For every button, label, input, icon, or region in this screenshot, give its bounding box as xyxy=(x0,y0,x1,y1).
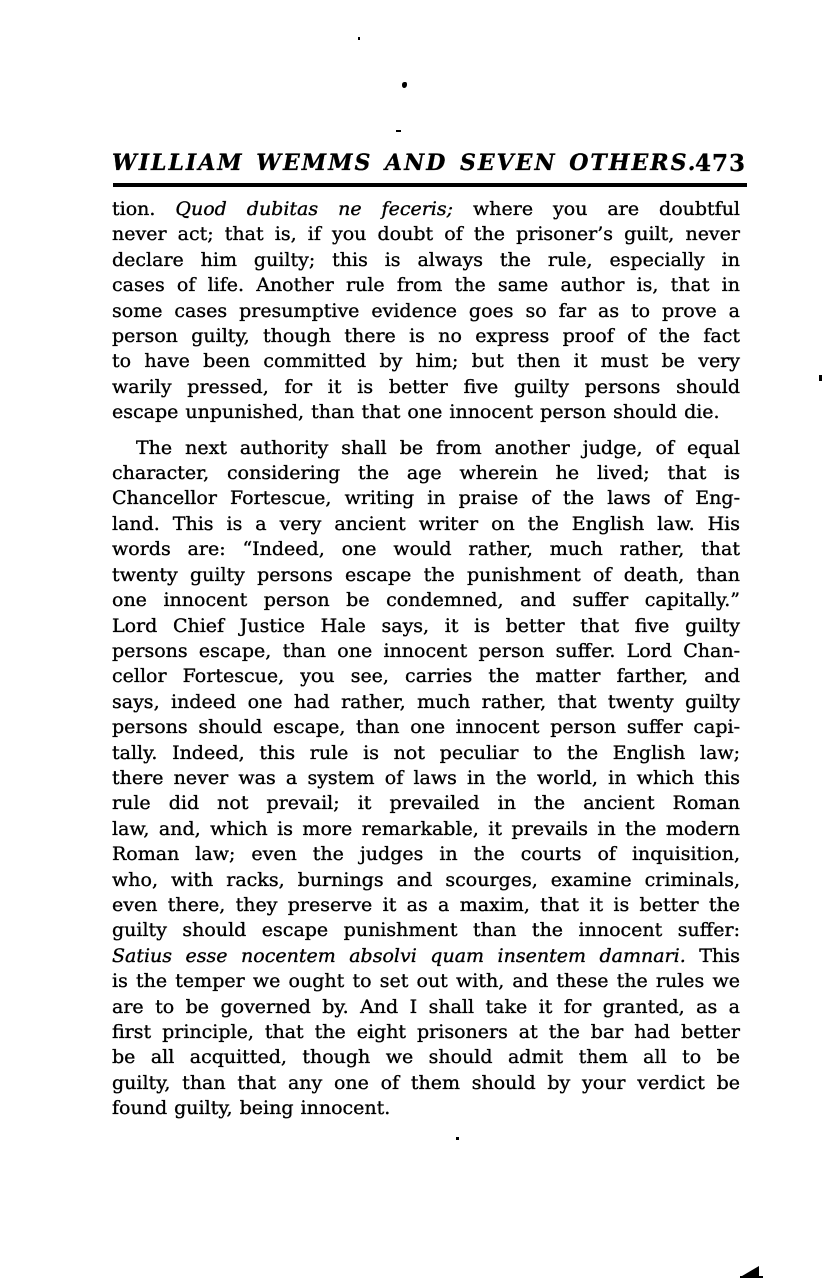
text-line: who, with racks, burnings and scourges, examine criminals, xyxy=(112,868,740,891)
paragraph xyxy=(112,197,740,426)
scan-speck xyxy=(456,1137,459,1140)
text-line: says, indeed one had rather, much rather, that twenty guilty xyxy=(112,690,740,713)
text-line: persons should escape, than one innocent person suffer capi- xyxy=(112,716,740,739)
text-line: is the temper we ought to set out with, and these the rules we xyxy=(112,970,740,993)
text-line: cases of life. Another rule from the same author is, that in xyxy=(112,274,740,297)
text-line: persons escape, than one innocent person suffer. Lord Chan- xyxy=(112,639,740,662)
text-line: guilty, than that any one of them should by your verdict be xyxy=(112,1071,740,1094)
text-line: one innocent person be condemned, and suffer capitally.” xyxy=(112,589,740,612)
text-line: tally. Indeed, this rule is not peculiar to the English law; xyxy=(112,741,740,764)
corner-mark xyxy=(742,1266,759,1276)
text-line: land. This is a very ancient writer on the English law. His xyxy=(112,512,740,535)
scan-speck xyxy=(396,130,401,132)
text-line: escape unpunished, than that one innocent person should die. xyxy=(112,401,720,424)
text-line: Satius esse nocentem absolvi quam insentem damnari. This xyxy=(112,944,740,967)
paragraph xyxy=(112,436,740,1122)
text-line: declare him guilty; this is always the rule, especially in xyxy=(112,248,740,271)
scan-speck xyxy=(819,375,822,381)
text-line: The next authority shall be from another judge, of equal xyxy=(136,436,740,459)
text-line: there never was a system of laws in the world, in which this xyxy=(112,766,740,789)
text-line: never act; that is, if you doubt of the prisoner’s guilt, never xyxy=(112,223,740,246)
corner-mark xyxy=(740,1276,763,1278)
page-header xyxy=(112,150,746,180)
text-line: even there, they preserve it as a maxim, that it is better the xyxy=(112,893,740,916)
text-line: Roman law; even the judges in the courts of inquisition, xyxy=(112,843,740,866)
text-line: be all acquitted, though we should admit them all to be xyxy=(112,1046,740,1069)
body-text xyxy=(112,197,740,1122)
text-line: found guilty, being innocent. xyxy=(112,1097,391,1120)
text-line: some cases presumptive evidence goes so far as to prove a xyxy=(112,299,740,322)
text-line: law, and, which is more remarkable, it prevails in the modern xyxy=(112,817,740,840)
scan-speck xyxy=(402,82,407,88)
header-rule xyxy=(113,183,747,187)
text-line: twenty guilty persons escape the punishment of death, than xyxy=(112,563,740,586)
page-number: 473 xyxy=(694,150,746,177)
text-line: to have been committed by him; but then it must be very xyxy=(112,350,740,373)
text-line: person guilty, though there is no express proof of the fact xyxy=(112,325,740,348)
text-line: Lord Chief Justice Hale says, it is better that five guilty xyxy=(112,614,740,637)
text-line: are to be governed by. And I shall take it for granted, as a xyxy=(112,995,740,1018)
scan-speck xyxy=(358,37,360,40)
running-title: WILLIAM WEMMS AND SEVEN OTHERS. xyxy=(112,150,698,176)
text-line: warily pressed, for it is better five guilty persons should xyxy=(112,375,740,398)
text-line: first principle, that the eight prisoners at the bar had better xyxy=(112,1021,740,1043)
text-line: character, considering the age wherein he lived; that is xyxy=(112,462,740,485)
text-line: words are: “Indeed, one would rather, much rather, that xyxy=(112,538,740,561)
text-line: rule did not prevail; it prevailed in the ancient Roman xyxy=(112,792,740,815)
text-line: Chancellor Fortescue, writing in praise of the laws of Eng- xyxy=(112,487,740,510)
text-line: guilty should escape punishment than the innocent suffer: xyxy=(112,919,740,942)
text-line: cellor Fortescue, you see, carries the matter farther, and xyxy=(112,665,740,688)
text-line: tion. Quod dubitas ne feceris; where you are doubtful xyxy=(112,198,741,220)
